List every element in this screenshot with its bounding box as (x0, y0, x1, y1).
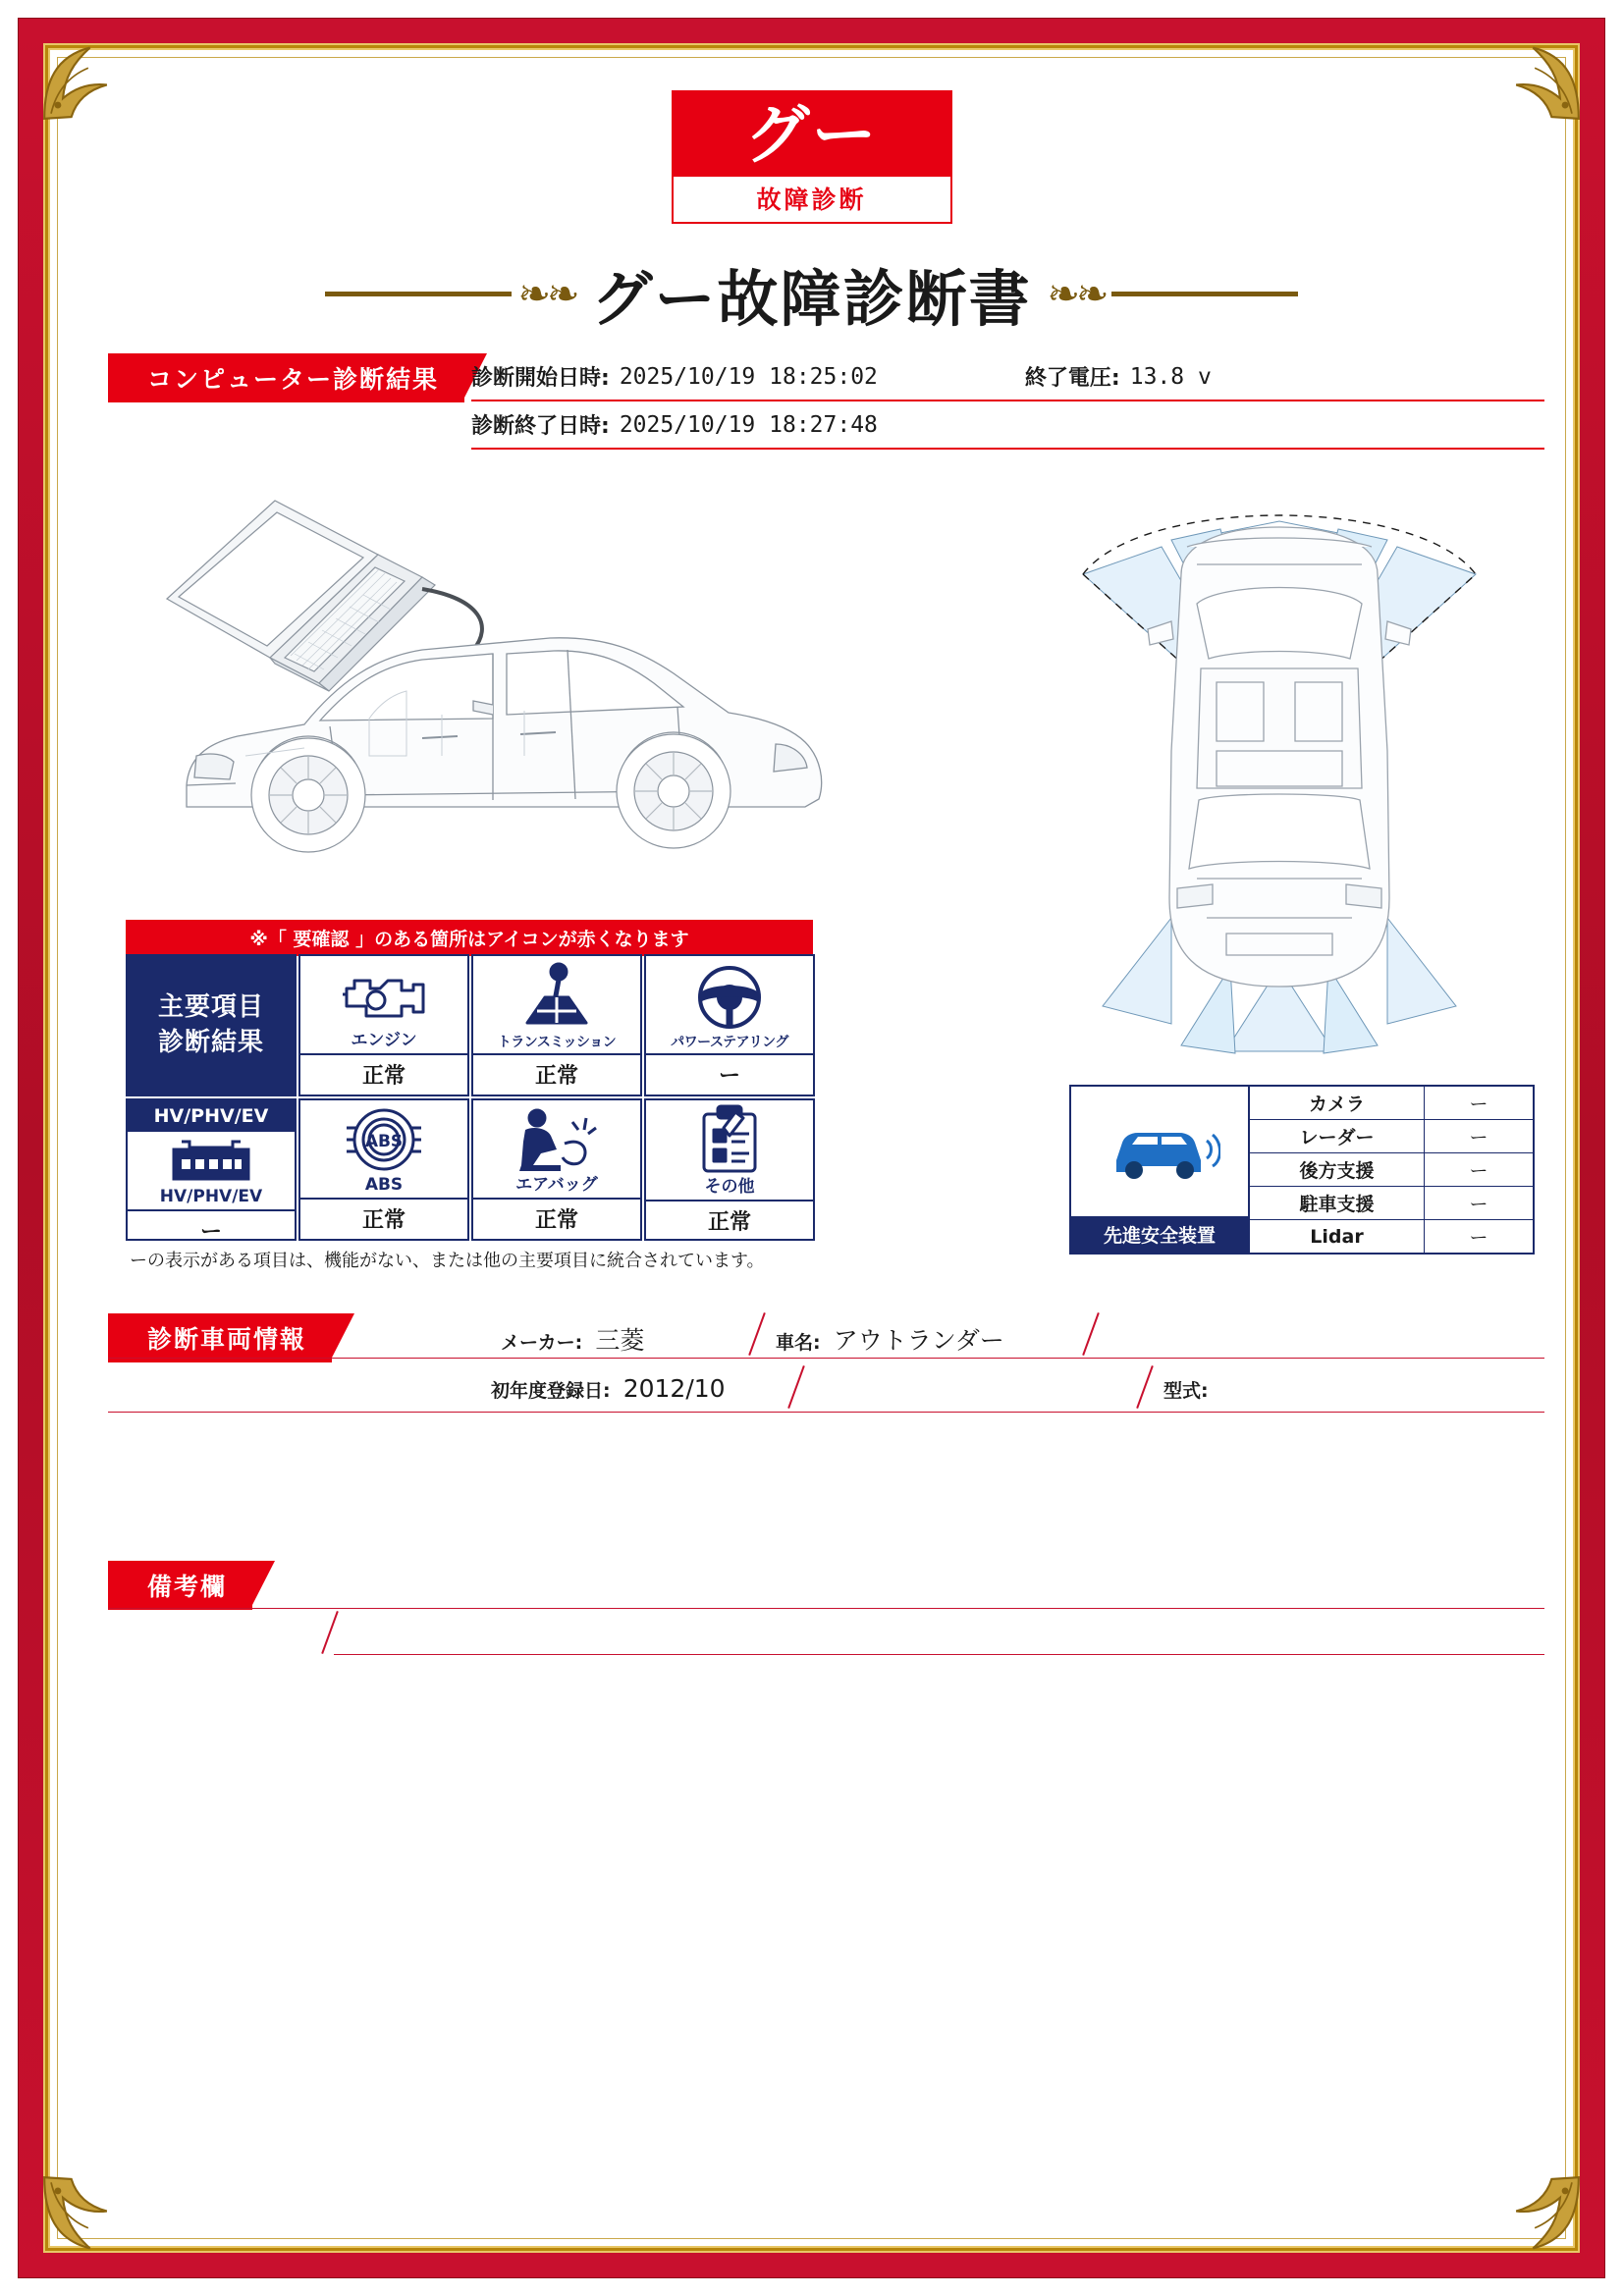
page-title: グー故障診断書 (591, 263, 1032, 335)
svg-text:ABS: ABS (364, 1132, 404, 1152)
diagnosis-end-value: 2025/10/19 18:27:48 (619, 411, 878, 438)
flourish-right-icon: ❧❧ (1047, 271, 1106, 317)
adas-parking-support-value: ー (1469, 1194, 1488, 1215)
adas-lidar-value: ー (1469, 1227, 1488, 1249)
adas-rear-support-label: 後方支援 (1250, 1153, 1425, 1186)
sensor-coverage-illustration (1024, 456, 1535, 1065)
item-airbag[interactable] (471, 1098, 642, 1241)
abs-icon (300, 1100, 467, 1175)
maker-label: メーカー: (501, 1332, 583, 1354)
item-transmission-label: トランスミッション (497, 1034, 617, 1050)
item-hv-phv-ev-label: HV/PHV/EV (159, 1187, 263, 1206)
item-power-steering-status: ー (646, 1053, 813, 1095)
remarks-divider (321, 1611, 339, 1654)
airbag-icon (473, 1100, 640, 1175)
adas-lidar-label: Lidar (1250, 1220, 1425, 1253)
item-abs[interactable] (298, 1098, 469, 1241)
computer-diagnosis-header (108, 353, 1544, 461)
flourish-left-icon: ❧❧ (517, 271, 576, 317)
vehicle-info-divider-4 (1136, 1365, 1154, 1409)
adas-row-parking-support (1250, 1187, 1533, 1220)
item-power-steering-label: パワーステアリング (671, 1034, 788, 1050)
diagnosis-start-label: 診断開始日時: (471, 366, 610, 391)
item-hv-phv-ev-status: ー (128, 1209, 295, 1241)
remarks-rule-1 (108, 1608, 1544, 1609)
item-other-status: 正常 (646, 1200, 813, 1241)
title-rule-left (325, 292, 512, 296)
type-label: 型式: (1163, 1380, 1209, 1402)
logo-mark-text: グー (674, 92, 950, 177)
main-items-header-line1: 主要項目 (157, 992, 264, 1023)
main-items-header-line2: 診断結果 (157, 1027, 264, 1057)
adas-title: 先進安全装置 (1071, 1216, 1248, 1253)
vehicle-info-divider-1 (748, 1312, 766, 1356)
item-hv-phv-ev-toplabel: HV/PHV/EV (128, 1100, 295, 1132)
main-items-footnote: ーの表示がある項目は、機能がない、または他の主要項目に統合されています。 (130, 1251, 765, 1271)
diagnosis-end-label: 診断終了日時: (471, 414, 610, 439)
voltage-value: 13.8 v (1129, 363, 1212, 390)
main-items-grid (126, 954, 813, 1241)
item-abs-label: ABS (364, 1175, 404, 1196)
vehicle-info-divider-2 (1082, 1312, 1100, 1356)
diagnosis-end-row (471, 401, 1544, 450)
adas-table (1069, 1085, 1535, 1255)
vehicle-info-section (108, 1313, 1544, 1441)
item-engine[interactable] (298, 954, 469, 1096)
model-value: アウトランダー (833, 1326, 1004, 1355)
model-field (776, 1321, 1004, 1357)
adas-parking-support-label: 駐車支援 (1250, 1187, 1425, 1219)
goo-logo (672, 90, 952, 224)
item-transmission[interactable] (471, 954, 642, 1096)
maker-value: 三菱 (595, 1326, 645, 1355)
item-transmission-status: 正常 (473, 1053, 640, 1095)
diagnosis-start-value: 2025/10/19 18:25:02 (619, 363, 878, 390)
adas-camera-value: ー (1469, 1094, 1488, 1115)
first-registration-label: 初年度登録日: (491, 1380, 611, 1402)
remarks-label: 備考欄 (108, 1561, 252, 1610)
adas-radar-label: レーダー (1250, 1120, 1425, 1152)
model-label: 車名: (776, 1332, 821, 1354)
car-front-icon (1071, 1087, 1248, 1216)
adas-camera-label: カメラ (1250, 1087, 1425, 1119)
laptop-car-illustration (128, 461, 943, 903)
vehicle-info-divider-3 (787, 1365, 805, 1409)
item-other-label: その他 (704, 1177, 755, 1197)
clipboard-icon (646, 1100, 813, 1177)
item-abs-status: 正常 (300, 1198, 467, 1239)
item-airbag-status: 正常 (473, 1198, 640, 1239)
maker-field (501, 1321, 644, 1357)
vehicle-info-rule-1 (108, 1358, 1544, 1359)
main-items-header (126, 954, 297, 1096)
item-engine-status: 正常 (300, 1053, 467, 1095)
steering-icon (646, 956, 813, 1035)
engine-icon (300, 956, 467, 1031)
adas-row-lidar (1250, 1220, 1533, 1253)
adas-row-camera (1250, 1087, 1533, 1120)
first-registration-value: 2012/10 (622, 1374, 726, 1403)
adas-row-rear-support (1250, 1153, 1533, 1187)
item-airbag-label: エアバッグ (515, 1175, 598, 1196)
transmission-icon (473, 956, 640, 1035)
adas-radar-value: ー (1469, 1127, 1488, 1148)
item-engine-label: エンジン (351, 1031, 417, 1051)
remarks-section (108, 1561, 1544, 1669)
title-rule-right (1111, 292, 1298, 296)
first-registration-field (491, 1374, 726, 1403)
remarks-rule-2 (334, 1654, 1544, 1655)
item-power-steering[interactable] (644, 954, 815, 1096)
diagnosis-start-row (471, 353, 1544, 401)
type-field (1163, 1374, 1217, 1403)
logo-sub-text: 故障診断 (674, 177, 950, 222)
page-title-row (69, 250, 1554, 338)
vehicle-info-label: 診断車両情報 (108, 1313, 332, 1362)
item-hv-phv-ev[interactable] (126, 1098, 297, 1241)
adas-row-radar (1250, 1120, 1533, 1153)
icon-color-notice: ※「 要確認 」のある箇所はアイコンが赤くなります (126, 920, 813, 956)
item-other[interactable] (644, 1098, 815, 1241)
battery-icon (128, 1132, 295, 1187)
adas-rear-support-value: ー (1469, 1160, 1488, 1182)
vehicle-info-rule-2 (108, 1412, 1544, 1413)
voltage-label: 終了電圧: (1024, 366, 1120, 391)
computer-diagnosis-label: コンピューター診断結果 (108, 353, 464, 402)
